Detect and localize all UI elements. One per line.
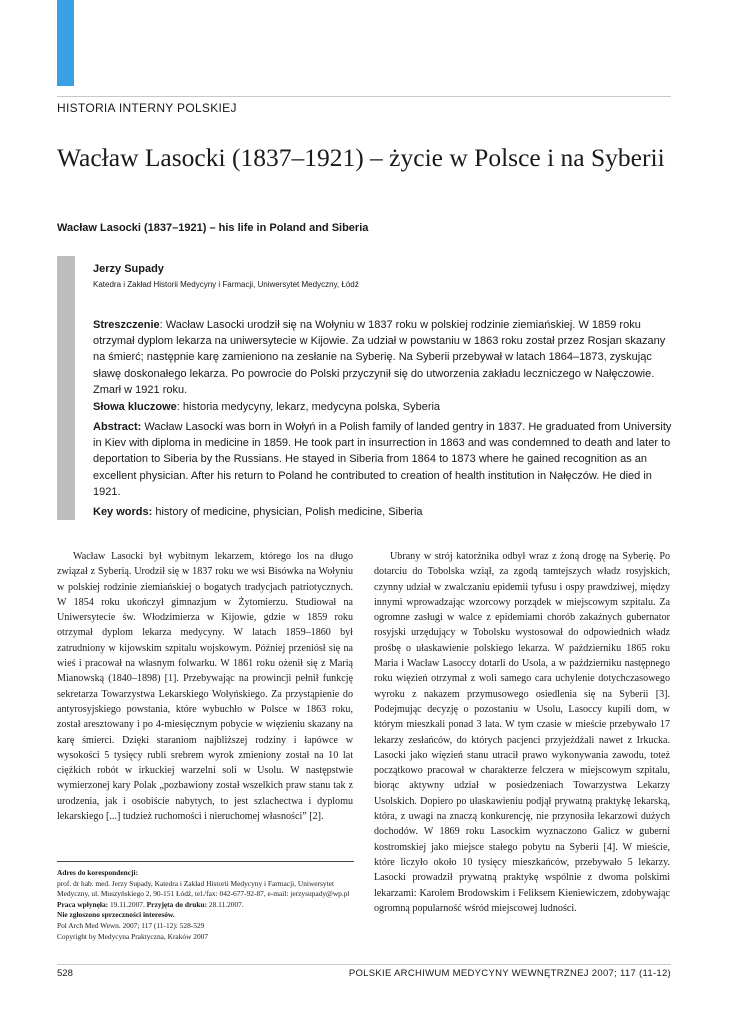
received-date: 19.11.2007. [108, 899, 145, 909]
received-label: Praca wpłynęła: [57, 899, 109, 909]
article-title: Wacław Lasocki (1837–1921) – życie w Polsce i na Syberii [57, 143, 665, 172]
keywords-english-text: history of medicine, physician, Polish medicine, Siberia [152, 506, 423, 518]
body-column-2: Ubrany w strój katorżnika odbył wraz z żoną drogę na Syberię. Po dotarciu do Tobolska wziął, za zgodą tamtejszych władz rosyjskich, czynny udział w zwalczaniu epidemii tyfusu i ospy prawdziwej, między innymi wprowadzając wzorcowy porządek w miejscowym szpitalu. Za ogromne zasługi w walce z epidemiami chorób zakaźnych gubernator rosyjski urzędujący w Tobolsku wystosował do odpowiednich władz prośbę o ułaskawienie polskiego lekarza. W październiku 1865 roku Maria i Wacław Lasoccy dotarli do Usola, a w październiku następnego roku więzień otrzymał z woli samego cara uchylenie dotychczasowego wyroku z nakazem przymusowego osiedlenia się na Syberii [3]. Podejmując decyzję o pozostaniu w Usolu, Lasoccy kupili dom, w którym mieszkali ponad 3 lata. W tym czasie w mieście przebywało 17 lekarzy zesłańców, do których pacjenci przyjeżdżali nawet z Irkucka. Lasocki jako więzień stanu utracił prawo wykonywania zawodu, toteż początkowo pracował w charakterze felczera w miejscowym szpitalu, biorąc aktywny udział w posiedzeniach Towarzystwa Lekarzy Usolskich. Dopiero po ułaskawieniu podjął prywatną praktykę lekarską, która, z uwagi na znaczą konkurencję, nie przynosiła lekarzowi dużych dochodów. W 1869 roku Lasockim wyznaczono Galicz w guberni kostromskiej jako miejsce stałego pobytu na Syberii [4]. W mieście, które liczyło około 10 tysięcy mieszkańców, przebywało 5 lekarzy. Lasocki prowadził prywatną praktykę wspólnie z dwoma polskimi lekarzami: Karolem Brodowskim i Feliksem Kieniewiczem, zdobywając ogromną popularność wśród miejscowej ludności. [374, 551, 670, 914]
abstract-english-text: Wacław Lasocki was born in Wołyń in a Polish family of landed gentry in 1837. He graduated from University in Kiev with diploma in medicine in 1859. He took part in insurrection in 1863 and was condemned to death and later to deportation to Siberia by the Russians. He stayed in Siberia from 1864 to 1873 where he gained recognition as an excellent physician. After his return to Poland he contributed to creation of health institution in Nałęczów. He died in 1921. [93, 421, 672, 498]
conflict-statement: Nie zgłoszono sprzeczności interesów. [57, 910, 175, 920]
copyright: Copyright by Medycyna Praktyczna, Kraków 2007 [57, 931, 209, 941]
article-subtitle: Wacław Lasocki (1837–1921) – his life in Poland and Siberia [57, 222, 369, 234]
correspondence-rule [57, 861, 354, 862]
abstract-polish-label: Streszczenie [93, 319, 160, 331]
section-label: HISTORIA INTERNY POLSKIEJ [57, 101, 237, 115]
abstract-polish [93, 317, 679, 398]
keywords-polish [93, 399, 679, 415]
abstract-polish-text: : Wacław Lasocki urodził się na Wołyniu w 1837 roku w polskiej rodzinie ziemiańskiej. W 1859 roku otrzymał dyplom lekarza na uniwersytecie w Kijowie. Za udział w powstaniu w 1863 roku został przez Rosjan skazany na śmierć; następnie karę zamieniono na zesłanie na Syberię. Na Syberii przebywał w latach 1864–1873, zyskując sławę doskonałego lekarza. Po powrocie do Polski przyczynił się do utworzenia zakładu leczniczego w Nałęczowie. Zmarł w 1921 roku. [93, 319, 666, 396]
header-rule [57, 96, 671, 97]
footer-rule [57, 964, 671, 965]
journal-name: POLSKIE ARCHIWUM MEDYCYNY WEWNĘTRZNEJ 2007; 117 (11-12) [348, 968, 671, 979]
abstract-sidebar [57, 256, 75, 520]
keywords-polish-text: : historia medycyny, lekarz, medycyna polska, Syberia [176, 401, 441, 413]
author-affiliation: Katedra i Zakład Historii Medycyny i Farmacji, Uniwersytet Medyczny, Łódź [93, 280, 359, 289]
accepted-label: Przyjęta do druku: [146, 899, 208, 909]
body-column-1: Wacław Lasocki był wybitnym lekarzem, którego los na długo związał z Syberią. Urodził się w 1837 roku we wsi Bisówka na Wołyniu w polskiej rodzinie ziemiańskiej o bogatych tradycjach patriotycznych. W 1854 roku ukończył gimnazjum w Żytomierzu. Studiował na Uniwersytecie św. Włodzimierza w Kijowie, gdzie w 1859 roku otrzymał dyplom lekarza medycyny. W latach 1859–1860 był zatrudniony w kijowskim szpitalu wojskowym. Później przeniósł się na wieś i pracował na własnym folwarku. W 1861 roku ożenił się z Marią Mianowską (1840–1898) [1]. Przebywając na prowincji pełnił funkcję sekretarza Towarzystwa Lekarskiego Wołyńskiego. Za przystąpienie do antyrosyjskiego powstania, które wybuchło w Polsce w 1863 roku, został aresztowany i po 4-miesięcznym pobycie w więzieniu skazany na karę śmierci. Dzięki staraniom najbliższej rodziny i łapówce w wysokości 5 tysięcy rubli srebrem wyrok zmieniony został na 10 lat ciężkich robót w irkuckiej warzelni soli w Usolu. W następstwie wymierzonej kary Polak „pozbawiony został wszelkich praw stanu tak z urodzenia, jak i osobiście nabytych, to jest szlachectwa i dyplomu lekarskiego [...] tudzież ruchomości i nieruchomej własności” [2]. [57, 551, 353, 823]
page-number: 528 [57, 968, 73, 979]
author-name: Jerzy Supady [93, 263, 164, 275]
dates-line [57, 900, 354, 911]
abstract-english [93, 419, 679, 500]
correspondence-address: prof. dr hab. med. Jerzy Supady, Katedra i Zakład Historii Medycyny i Farmacji, Uniwersytet Medyczny, ul. Muszyńskiego 2, 90-151 Łódź, tel./fax: 042-677-92-87, e-mail: jerzysupady@wp.pl [57, 878, 350, 899]
correspondence-label: Adres do korespondencji: [57, 868, 139, 877]
accepted-date: 28.11.2007. [207, 899, 244, 909]
keywords-polish-label: Słowa kluczowe [93, 401, 177, 413]
citation: Pol Arch Med Wewn. 2007; 117 (11-12): 528-529 [57, 920, 205, 930]
accent-bar [57, 0, 74, 86]
keywords-english [93, 504, 679, 520]
abstract-english-label: Abstract: [93, 421, 142, 433]
keywords-english-label: Key words: [93, 506, 153, 518]
correspondence-block [57, 868, 354, 942]
